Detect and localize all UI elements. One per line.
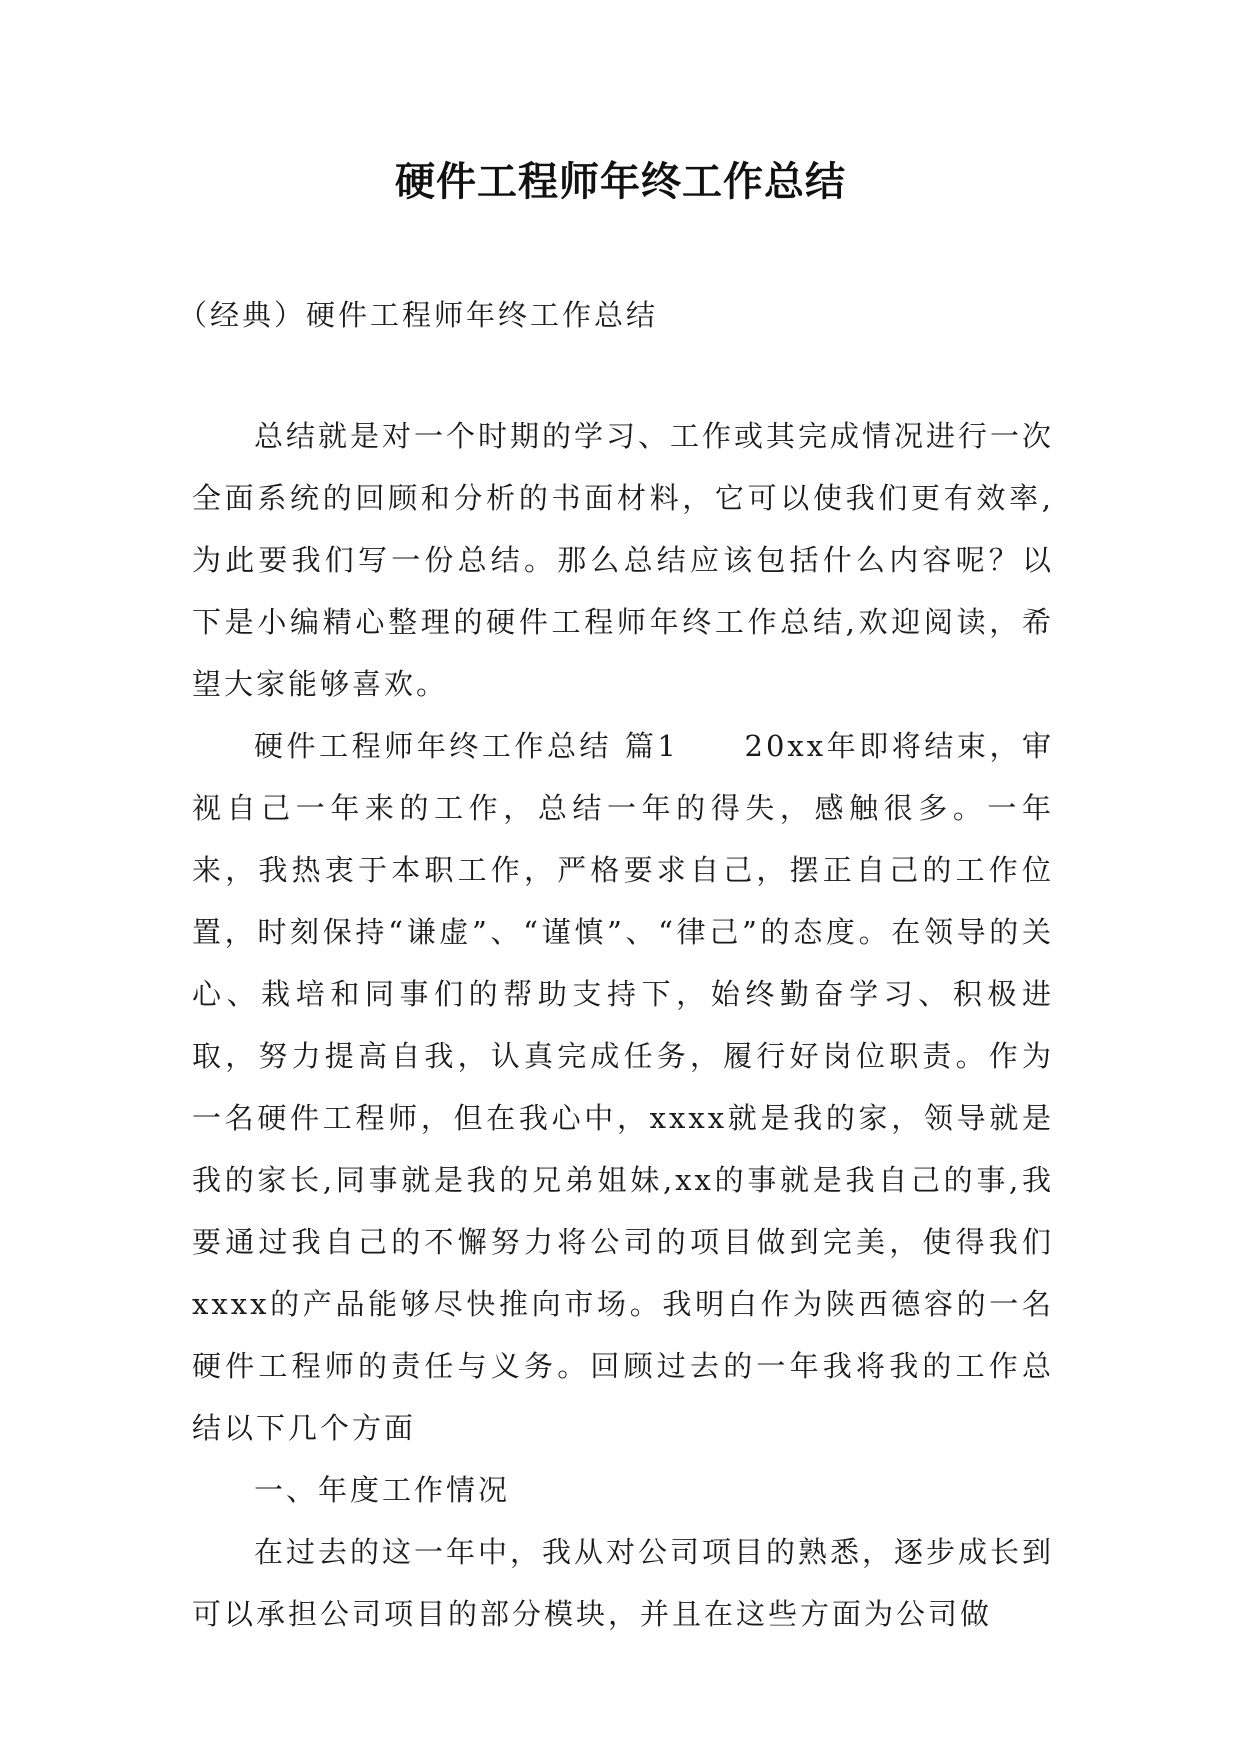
document-body xyxy=(192,405,1054,1645)
document-title: 硬件工程师年终工作总结 xyxy=(395,159,846,205)
paragraph-part-1: 硬件工程师年终工作总结 篇1 20xx年即将结束，审视自己一年来的工作，总结一年的得失，感触很多。一年来，我热衷于本职工作，严格要求自己，摆正自己的工作位置，时刻保持“谦虚”、“谨慎”、“律己”的态度。在领导的关心、栽培和同事们的帮助支持下，始终勤奋学习、积极进取，努力提高自我，认真完成任务，履行好岗位职责。作为一名硬件工程师，但在我心中，xxxx就是我的家，领导就是我的家长,同事就是我的兄弟姐妹,xx的事就是我自己的事,我要通过我自己的不懈努力将公司的项目做到完美，使得我们xxxx的产品能够尽快推向市场。我明白作为陕西德容的一名硬件工程师的责任与义务。回顾过去的一年我将我的工作总结以下几个方面 xyxy=(192,729,1054,1445)
section-heading: 一、年度工作情况 xyxy=(254,1473,511,1507)
paragraph-annual-work: 在过去的这一年中，我从对公司项目的熟悉，逐步成长到可以承担公司项目的部分模块，并且在这些方面为公司做 xyxy=(192,1535,1055,1631)
paragraph-intro: 总结就是对一个时期的学习、工作或其完成情况进行一次全面系统的回顾和分析的书面材料，它可以使我们更有效率,为此要我们写一份总结。那么总结应该包括什么内容呢？以下是小编精心整理的硬件工程师年终工作总结,欢迎阅读，希望大家能够喜欢。 xyxy=(192,419,1055,701)
document-subtitle: （经典）硬件工程师年终工作总结 xyxy=(178,298,659,332)
